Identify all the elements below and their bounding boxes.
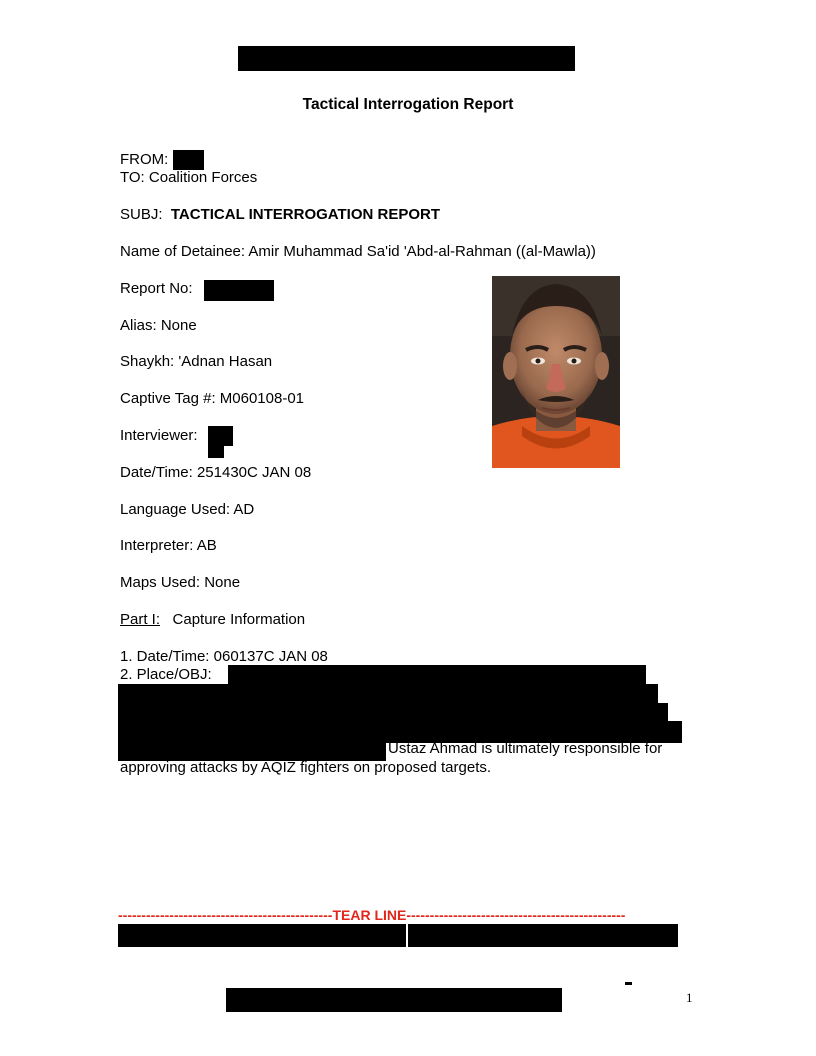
item2-line: 2. Place/OBJ: <box>120 666 212 683</box>
redacted-header-classification <box>238 46 575 71</box>
paragraph-tail: Ustaz Ahmad is ultimately responsible for <box>388 740 663 757</box>
date-time-line: Date/Time: 251430C JAN 08 <box>120 464 312 481</box>
maps-line: Maps Used: None <box>120 574 241 591</box>
paragraph-last-line: approving attacks by AQIZ fighters on proposed targets. <box>120 759 492 776</box>
subj-value: TACTICAL INTERROGATION REPORT <box>170 206 441 223</box>
to-line: TO: Coalition Forces <box>120 169 258 186</box>
report-no-line: Report No: <box>120 280 193 297</box>
part1-heading <box>120 611 305 629</box>
detainee-photo <box>492 276 620 468</box>
document-title: Tactical Interrogation Report <box>302 96 514 113</box>
subj-line <box>120 206 440 224</box>
redacted-report-no <box>204 280 274 301</box>
redacted-paragraph-line-2 <box>118 684 658 704</box>
redacted-mark <box>625 982 632 985</box>
redacted-interviewer-b <box>208 446 224 458</box>
redacted-paragraph-line-3 <box>118 703 668 723</box>
detainee-name-line: Name of Detainee: Amir Muhammad Sa'id 'Abd-al-Rahman ((al-Mawla)) <box>120 243 596 260</box>
from-label: FROM: <box>120 151 169 168</box>
interpreter-line: Interpreter: AB <box>120 537 217 554</box>
shaykh-line: Shaykh: 'Adnan Hasan <box>120 353 273 370</box>
part1-label: Part I: <box>120 611 161 628</box>
redacted-tearline-right <box>408 924 678 947</box>
redacted-paragraph-line-1 <box>228 665 646 685</box>
tear-line: ----------------------------------------------TEAR LINE----------------------------------------------- <box>118 907 626 923</box>
redacted-interviewer-a <box>208 426 233 446</box>
from-line <box>120 151 168 169</box>
detainee-portrait-icon <box>492 276 620 468</box>
captive-tag-line: Captive Tag #: M060108-01 <box>120 390 305 407</box>
part1-title: Capture Information <box>172 611 306 628</box>
language-line: Language Used: AD <box>120 501 255 518</box>
redacted-footer-classification <box>226 988 562 1012</box>
alias-line: Alias: None <box>120 317 197 334</box>
page-number: 1 <box>686 990 693 1005</box>
redacted-from-value <box>173 150 204 170</box>
redacted-tearline-left <box>118 924 406 947</box>
subj-label: SUBJ: <box>120 206 163 223</box>
item1-line: 1. Date/Time: 060137C JAN 08 <box>120 648 328 665</box>
interviewer-line: Interviewer: <box>120 427 198 444</box>
